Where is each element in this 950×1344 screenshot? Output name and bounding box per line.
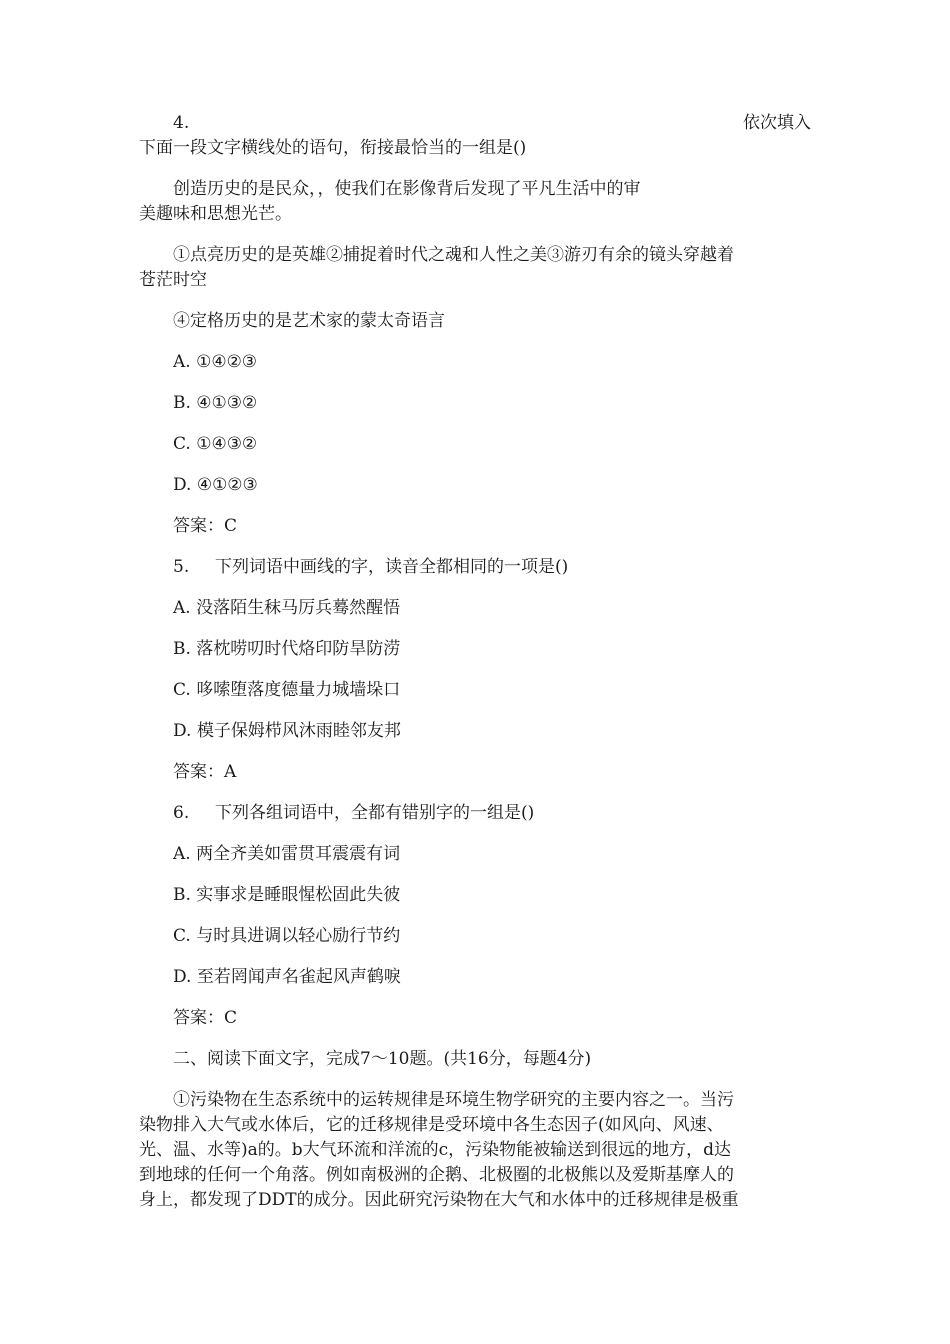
q4-answer: 答案：C (173, 516, 238, 536)
q4-stem-right: 依次填入 (743, 113, 811, 133)
q4-passage-line1: 创造历史的是民众，，使我们在影像背后发现了平凡生活中的审 (173, 179, 641, 199)
q4-stem-line1 (139, 111, 811, 136)
q4-stem-line2: 下面一段文字横线处的语句，衔接最恰当的一组是() (139, 138, 527, 158)
q5-stem-text: 下列词语中画线的字，读音全都相同的一项是() (215, 557, 569, 577)
q4-items-line2: 苍茫时空 (139, 270, 207, 290)
section2-heading: 二、阅读下面文字，完成7～10题。(共16分，每题4分) (173, 1049, 592, 1069)
q5-option-c: C. 哆嗦堕落度德量力城墙垛口 (173, 680, 401, 700)
q6-stem (139, 801, 811, 826)
section2-paragraph-line2: 染物排入大气或水体后，它的迁移规律是受环境中各生态因子(如风向、风速、 (139, 1115, 724, 1135)
q6-answer: 答案：C (173, 1008, 238, 1028)
section2-paragraph-line4: 到地球的任何一个角落。例如南极洲的企鹅、北极圈的北极熊以及爱斯基摩人的 (139, 1165, 734, 1185)
q4-option-a: A. ①④②③ (173, 352, 258, 372)
section2-paragraph-line5: 身上，都发现了DDT的成分。因此研究污染物在大气和水体中的迁移规律是极重 (139, 1190, 739, 1210)
q4-option-d: D. ④①②③ (173, 475, 258, 495)
q4-option-c: C. ①④③② (173, 434, 258, 454)
q5-option-a: A. 没落陌生秣马厉兵蓦然醒悟 (173, 598, 401, 618)
q6-option-c: C. 与时具进调以轻心励行节约 (173, 926, 401, 946)
q5-answer: 答案：A (173, 762, 237, 782)
q6-stem-text: 下列各组词语中，全都有错别字的一组是() (215, 803, 535, 823)
q4-option-b: B. ④①③② (173, 393, 258, 413)
q4-items-line1: ①点亮历史的是英雄②捕捉着时代之魂和人性之美③游刃有余的镜头穿越着 (173, 245, 734, 265)
q5-option-d: D. 模子保姆栉风沐雨睦邻友邦 (173, 721, 401, 741)
q5-stem (139, 555, 811, 580)
q6-number: 6. (173, 803, 190, 823)
q6-option-d: D. 至若罔闻声名雀起风声鹤唳 (173, 967, 401, 987)
q4-number: 4. (173, 113, 190, 133)
q4-passage-line2: 美趣味和思想光芒。 (139, 204, 292, 224)
document-page (139, 111, 811, 1213)
q6-option-b: B. 实事求是睡眼惺松固此失彼 (173, 885, 401, 905)
q6-option-a: A. 两全齐美如雷贯耳震震有词 (173, 844, 401, 864)
q4-items-line3: ④定格历史的是艺术家的蒙太奇语言 (173, 311, 445, 331)
q5-option-b: B. 落枕唠叨时代烙印防旱防涝 (173, 639, 401, 659)
q5-number: 5. (173, 557, 190, 577)
section2-paragraph-line3: 光、温、水等)a的。b大气环流和洋流的c，污染物能被输送到很远的地方，d达 (139, 1140, 732, 1160)
section2-paragraph-line1: ①污染物在生态系统中的运转规律是环境生物学研究的主要内容之一。当污 (173, 1090, 734, 1110)
